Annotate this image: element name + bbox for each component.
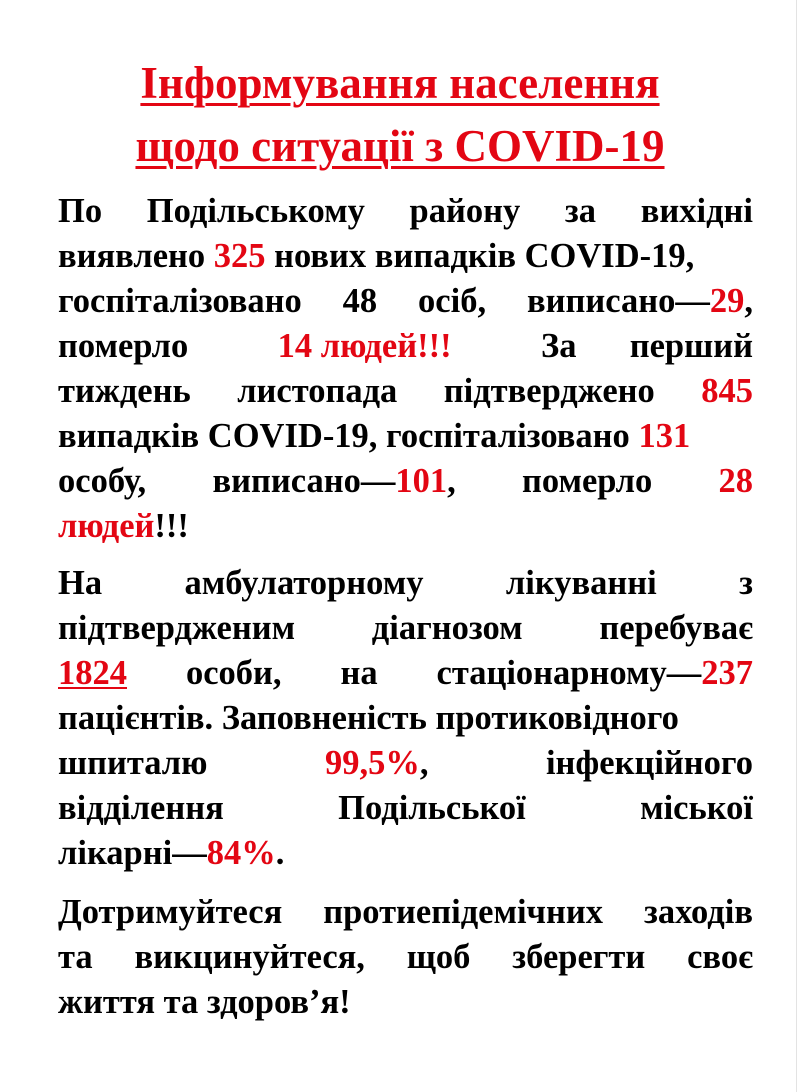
word: підтверджено	[443, 372, 655, 410]
text-line	[58, 651, 753, 696]
text-line	[58, 369, 753, 414]
text-line	[58, 504, 753, 549]
word: амбулаторному	[184, 564, 424, 602]
deaths-weekend: 14 людей!!!	[277, 327, 452, 365]
confirmed-week: 845	[701, 372, 753, 410]
paragraph-appeal	[58, 890, 753, 1025]
text: випадків COVID-19, госпіталізовано	[58, 417, 639, 455]
word: щоб	[406, 938, 471, 976]
text: стаціонарному—	[436, 654, 702, 692]
word: та	[58, 938, 93, 976]
word: заходів	[644, 893, 753, 931]
hospitalized-week: 131	[638, 417, 691, 455]
word: протиепідемічних	[323, 893, 604, 931]
text-line	[58, 890, 753, 935]
paragraph-treatment-stats	[58, 561, 753, 876]
word: діагнозом	[371, 609, 523, 647]
word-group	[541, 324, 753, 369]
deaths-week: 28	[718, 462, 753, 500]
word: лікуванні	[505, 564, 657, 602]
text-line: пацієнтів. Заповненість протиковідного	[58, 699, 679, 737]
word: По	[58, 192, 103, 230]
word: померло	[522, 462, 653, 500]
title-line-2: щодо ситуації з COVID-19	[135, 121, 665, 171]
word: листопада	[237, 372, 398, 410]
infection-ward-occupancy: 84%	[206, 834, 276, 872]
text-line	[58, 831, 753, 876]
text-line	[58, 741, 753, 786]
text-line	[58, 414, 753, 459]
text-line	[58, 561, 753, 606]
word: своє	[687, 938, 753, 976]
word: інфекційного	[545, 744, 753, 782]
word: перебуває	[599, 609, 753, 647]
inpatient-group	[437, 651, 753, 696]
discharged-weekend: 29	[709, 282, 745, 320]
discharged-week-group	[212, 459, 455, 504]
word: госпіталізовано	[58, 282, 302, 320]
word: на	[340, 654, 378, 692]
word: викцинуйтеся,	[134, 938, 365, 976]
text: .	[275, 834, 285, 872]
text: лікарні—	[58, 834, 207, 872]
text-line	[58, 786, 753, 831]
word: особу,	[58, 462, 147, 500]
word: перший	[629, 327, 753, 365]
word: На	[58, 564, 103, 602]
text-line	[58, 189, 753, 234]
page-title	[40, 52, 760, 178]
inpatient-count: 237	[701, 654, 753, 692]
word: з	[739, 564, 753, 602]
word: району	[409, 192, 521, 230]
text-line	[58, 935, 753, 980]
text: !!!	[154, 507, 189, 545]
word: відділення	[58, 789, 224, 827]
page-edge-line	[796, 0, 797, 1092]
discharged-weekend-group: виписано—29,	[526, 282, 753, 320]
word: за	[564, 192, 597, 230]
text: ,	[419, 744, 429, 782]
word: Подільської	[338, 789, 526, 827]
text-line	[58, 459, 753, 504]
covid-hospital-occupancy-group	[325, 741, 429, 786]
discharged-week: 101	[395, 462, 448, 500]
paragraph-weekend-stats	[58, 189, 753, 549]
word: Дотримуйтеся	[58, 893, 283, 931]
word: шпиталю	[58, 744, 208, 782]
word: За	[540, 327, 577, 365]
word: вихідні	[640, 192, 753, 230]
new-cases-weekend: 325	[213, 237, 266, 275]
text: виявлено	[58, 237, 214, 275]
text-line	[58, 606, 753, 651]
word: тиждень	[58, 372, 191, 410]
word: особи,	[185, 654, 282, 692]
text: нових випадків COVID-19,	[265, 237, 695, 275]
text: ,	[447, 462, 456, 500]
covid-hospital-occupancy: 99,5%	[324, 744, 420, 782]
text-line: життя та здоров’я!	[58, 983, 351, 1021]
word: померло	[58, 327, 189, 365]
word: осіб,	[418, 282, 487, 320]
word: Подільському	[146, 192, 365, 230]
text: виписано—	[212, 462, 396, 500]
text-line	[58, 234, 753, 279]
text-line	[58, 279, 753, 324]
word: міської	[640, 789, 753, 827]
text-line	[58, 324, 753, 369]
title-line-1: Інформування населення	[140, 58, 660, 108]
word: зберегти	[512, 938, 646, 976]
outpatient-count: 1824	[58, 654, 127, 692]
deaths-week-unit: людей	[58, 507, 155, 545]
hospitalized-weekend: 48	[342, 282, 378, 320]
word: підтвердженим	[58, 609, 296, 647]
